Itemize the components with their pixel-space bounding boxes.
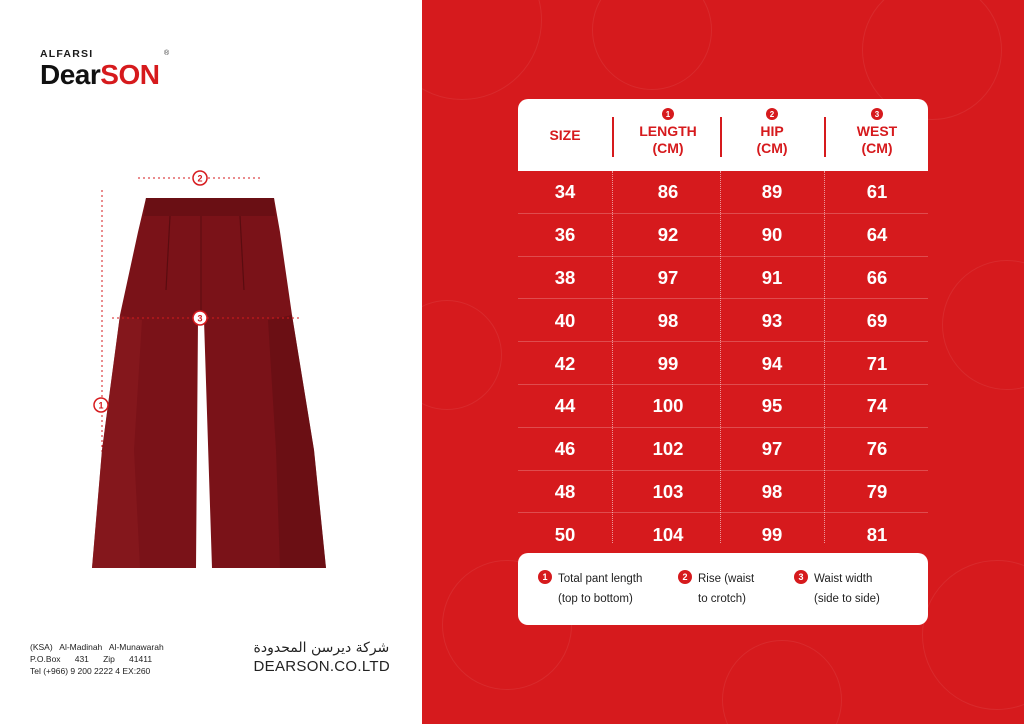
size-table-header bbox=[518, 99, 928, 171]
cell-size: 50 bbox=[554, 523, 576, 545]
number-badge-icon: 1 bbox=[662, 108, 674, 120]
cell-length: 99 bbox=[657, 352, 679, 374]
right-panel bbox=[422, 0, 1024, 724]
cell-length: 103 bbox=[652, 480, 684, 502]
cell-size: 38 bbox=[554, 266, 576, 288]
cell-hip: 99 bbox=[761, 523, 783, 545]
table-row bbox=[518, 299, 928, 342]
registered-mark: ® bbox=[164, 50, 170, 57]
cell-length: 92 bbox=[657, 224, 679, 246]
legend-line: (top to bottom) bbox=[558, 593, 633, 605]
marker-3-label: 3 bbox=[197, 313, 203, 324]
table-row bbox=[518, 171, 928, 214]
cell-west: 61 bbox=[866, 181, 888, 203]
measurement-legend bbox=[518, 553, 928, 625]
marker-2-label: 2 bbox=[197, 173, 203, 184]
marker-3-icon bbox=[192, 310, 208, 326]
decor-ring bbox=[592, 0, 712, 90]
header-hip-label: HIP bbox=[760, 123, 784, 139]
cell-west: 74 bbox=[866, 395, 888, 417]
cell-hip: 95 bbox=[761, 395, 783, 417]
number-badge-icon: 2 bbox=[766, 108, 778, 120]
decor-ring bbox=[422, 0, 542, 100]
header-length-unit: (CM) bbox=[652, 140, 684, 156]
leg-highlight-left bbox=[92, 315, 142, 568]
table-row bbox=[518, 428, 928, 471]
legend-line: Waist width bbox=[814, 573, 873, 585]
table-row bbox=[518, 342, 928, 385]
decor-ring bbox=[422, 300, 502, 410]
cell-length: 102 bbox=[652, 438, 684, 460]
header-west-label: WEST bbox=[856, 123, 898, 139]
header-west-unit: (CM) bbox=[861, 140, 893, 156]
marker-2-icon bbox=[192, 170, 208, 186]
cell-hip: 97 bbox=[761, 438, 783, 460]
cell-length: 100 bbox=[652, 395, 684, 417]
number-badge-icon: 3 bbox=[794, 570, 808, 584]
logo-top-text: ALFARSI bbox=[40, 48, 94, 60]
header-hip-unit: (CM) bbox=[756, 140, 788, 156]
brand-logo bbox=[40, 48, 170, 90]
header-divider bbox=[612, 117, 614, 157]
contact-line-pobox: P.O.Box 431 Zip 41411 bbox=[30, 654, 153, 664]
cell-size: 44 bbox=[554, 395, 576, 417]
cell-size: 36 bbox=[554, 224, 576, 246]
header-length-label: LENGTH bbox=[639, 123, 697, 139]
cell-west: 76 bbox=[866, 438, 888, 460]
decor-ring bbox=[922, 560, 1024, 710]
cell-west: 71 bbox=[866, 352, 888, 374]
header-length bbox=[616, 99, 720, 171]
legend-text bbox=[698, 569, 754, 609]
logo-main-text bbox=[40, 60, 159, 90]
header-size bbox=[518, 99, 612, 171]
cell-hip: 93 bbox=[761, 309, 783, 331]
table-row bbox=[518, 214, 928, 257]
legend-item-length bbox=[538, 569, 642, 609]
number-badge-icon: 3 bbox=[871, 108, 883, 120]
cell-west: 64 bbox=[866, 224, 888, 246]
cell-length: 104 bbox=[652, 523, 684, 545]
waistband-shape bbox=[144, 198, 275, 216]
number-badge-icon: 2 bbox=[678, 570, 692, 584]
number-badge-icon: 1 bbox=[538, 570, 552, 584]
legend-item-waist bbox=[794, 569, 880, 609]
legend-line: (side to side) bbox=[814, 593, 880, 605]
cell-size: 46 bbox=[554, 438, 576, 460]
logo-main-part: Dear bbox=[40, 59, 101, 90]
decor-ring bbox=[722, 640, 842, 724]
table-row bbox=[518, 471, 928, 514]
cell-size: 40 bbox=[554, 309, 576, 331]
table-row bbox=[518, 385, 928, 428]
cell-west: 66 bbox=[866, 266, 888, 288]
cell-size: 42 bbox=[554, 352, 576, 374]
contact-line-tel: Tel (+966) 9 200 2222 4 EX:260 bbox=[30, 666, 151, 676]
size-table-body bbox=[518, 171, 928, 556]
legend-line: Rise (waist bbox=[698, 573, 755, 585]
decor-ring bbox=[942, 260, 1024, 390]
cell-west: 79 bbox=[866, 480, 888, 502]
logo-accent-part: SON bbox=[100, 59, 160, 90]
table-row bbox=[518, 513, 928, 556]
header-west bbox=[826, 99, 928, 171]
legend-line: Total pant length bbox=[558, 573, 643, 585]
marker-1-label: 1 bbox=[98, 400, 104, 411]
marker-1-icon bbox=[93, 397, 109, 413]
cell-hip: 94 bbox=[761, 352, 783, 374]
company-name bbox=[254, 640, 390, 675]
legend-text bbox=[814, 569, 880, 609]
cell-length: 97 bbox=[657, 266, 679, 288]
cell-hip: 98 bbox=[761, 480, 783, 502]
table-row bbox=[518, 257, 928, 300]
company-name-arabic: شركة ديرسن المحدودة bbox=[253, 640, 390, 656]
legend-text bbox=[558, 569, 642, 609]
header-hip bbox=[722, 99, 822, 171]
legend-line: to crotch) bbox=[698, 593, 746, 605]
contact-info bbox=[30, 641, 164, 677]
cell-hip: 90 bbox=[761, 224, 783, 246]
cell-length: 86 bbox=[657, 181, 679, 203]
cell-west: 81 bbox=[866, 523, 888, 545]
cell-size: 48 bbox=[554, 480, 576, 502]
contact-line-address: (KSA) Al-Madinah Al-Munawarah bbox=[30, 642, 164, 652]
cell-hip: 89 bbox=[761, 181, 783, 203]
cell-size: 34 bbox=[554, 181, 576, 203]
legend-item-rise bbox=[678, 569, 754, 609]
left-panel bbox=[0, 0, 422, 724]
company-name-english: DEARSON.CO.LTD bbox=[253, 658, 390, 675]
pants-illustration bbox=[80, 170, 340, 580]
cell-west: 69 bbox=[866, 309, 888, 331]
header-size-label: SIZE bbox=[549, 126, 581, 143]
cell-hip: 91 bbox=[761, 266, 783, 288]
cell-length: 98 bbox=[657, 309, 679, 331]
